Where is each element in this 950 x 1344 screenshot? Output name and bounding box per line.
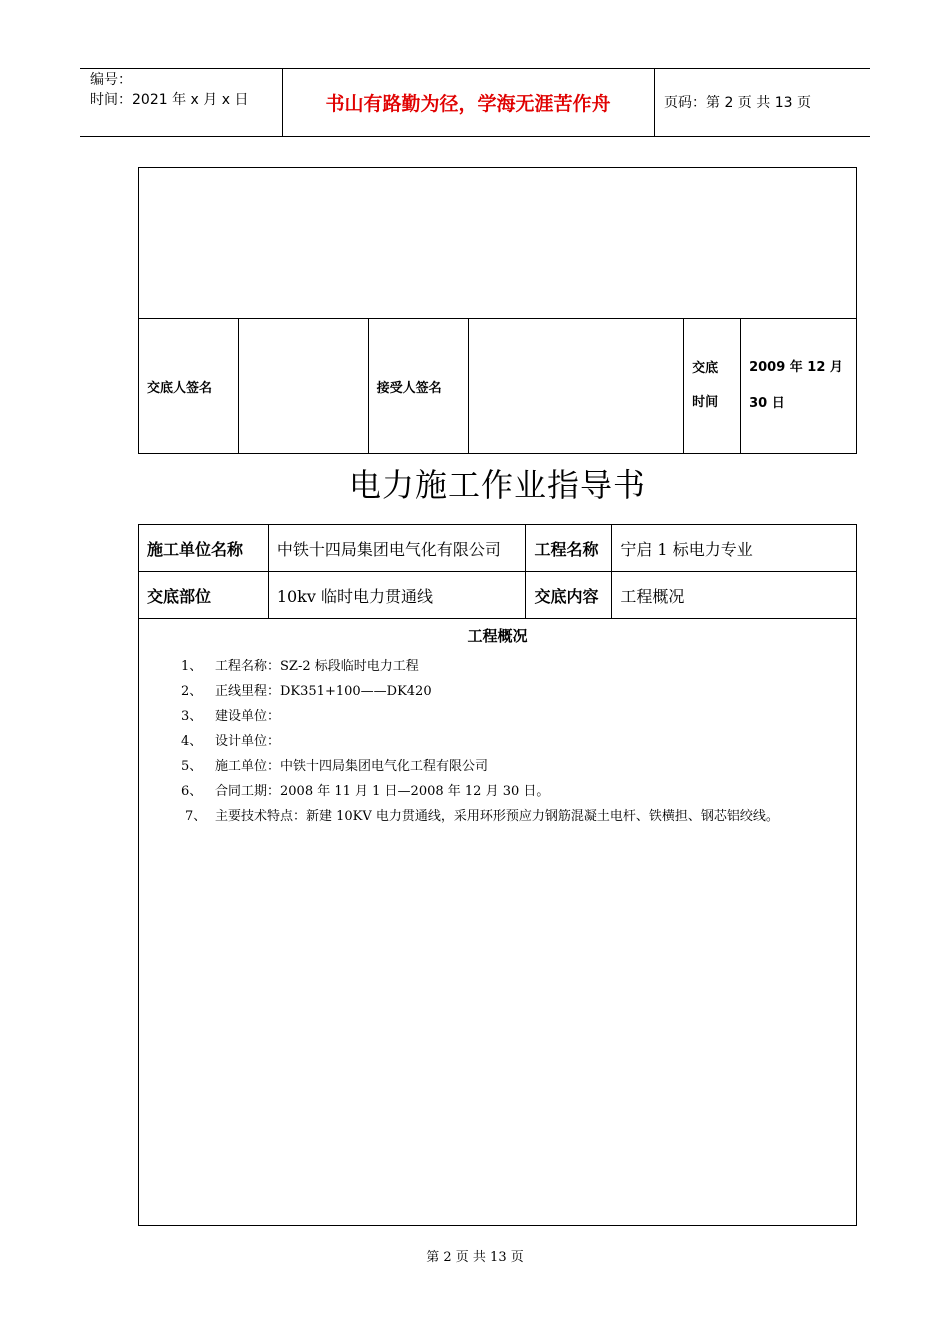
- content-label: 交底内容: [526, 572, 612, 619]
- handover-time-label-line1: 交底: [692, 361, 719, 376]
- overview-title: 工程概况: [467, 627, 528, 645]
- item-text: 设计单位：: [215, 734, 281, 749]
- item-text: 工程名称：SZ-2 标段临时电力工程: [215, 659, 419, 674]
- handover-time-label-line2: 时间: [692, 395, 719, 410]
- part-value: 10kv 临时电力贯通线: [268, 572, 526, 619]
- item-text: 建设单位：: [215, 709, 281, 724]
- item-number: 7、: [185, 809, 207, 824]
- handover-time-value: [741, 319, 857, 454]
- document-title: 电力施工作业指导书: [348, 466, 646, 504]
- handover-time-label: [684, 319, 741, 454]
- list-item: [185, 804, 856, 829]
- project-value: 宁启 1 标电力专业: [612, 525, 857, 572]
- giver-signature-field[interactable]: [238, 319, 368, 454]
- signature-table: [138, 167, 857, 454]
- item-text: 正线里程：DK351+100——DK420: [215, 684, 432, 699]
- header-divider: [654, 68, 655, 136]
- list-item: [181, 654, 856, 679]
- receiver-signature-field[interactable]: [468, 319, 684, 454]
- header-motto: 书山有路勤为径，学海无涯苦作舟: [325, 92, 611, 115]
- item-number: 2、: [181, 684, 203, 699]
- item-number: 6、: [181, 784, 203, 799]
- item-number: 1、: [181, 659, 203, 674]
- handover-time-value-line2: 30 日: [749, 396, 785, 411]
- overview-list: [139, 654, 856, 829]
- unit-label: 施工单位名称: [139, 525, 269, 572]
- header-page-info: 页码：第 2 页 共 13 页: [664, 95, 811, 111]
- header-bottom-rule: [80, 136, 870, 137]
- header-number-label: 编号：: [90, 72, 132, 88]
- list-item: [181, 754, 856, 779]
- receiver-signature-label: 接受人签名: [368, 319, 468, 454]
- handover-time-value-line1: 2009 年 12 月: [749, 360, 843, 375]
- part-label: 交底部位: [139, 572, 269, 619]
- item-text: 合同工期：2008 年 11 月 1 日—2008 年 12 月 30 日。: [215, 784, 550, 799]
- giver-signature-label: 交底人签名: [139, 319, 239, 454]
- list-item: [181, 679, 856, 704]
- item-number: 4、: [181, 734, 203, 749]
- header-meta: [90, 70, 248, 110]
- project-label: 工程名称: [526, 525, 612, 572]
- unit-value: 中铁十四局集团电气化有限公司: [268, 525, 526, 572]
- list-item: [181, 779, 856, 804]
- signature-blank-area: [139, 168, 857, 319]
- content-value: 工程概况: [612, 572, 857, 619]
- item-text: 施工单位：中铁十四局集团电气化工程有限公司: [215, 759, 489, 774]
- page-footer: 第 2 页 共 13 页: [426, 1250, 524, 1265]
- info-table: [138, 524, 857, 1226]
- item-text: 主要技术特点：新建 10KV 电力贯通线，采用环形预应力钢筋混凝土电杆、铁横担、钢芯铝绞线。: [215, 809, 779, 824]
- header-date: 时间：2021 年 x 月 x 日: [90, 92, 249, 108]
- item-number: 5、: [181, 759, 203, 774]
- item-number: 3、: [181, 709, 203, 724]
- overview-section: [139, 619, 857, 1226]
- list-item: [181, 729, 856, 754]
- list-item: [181, 704, 856, 729]
